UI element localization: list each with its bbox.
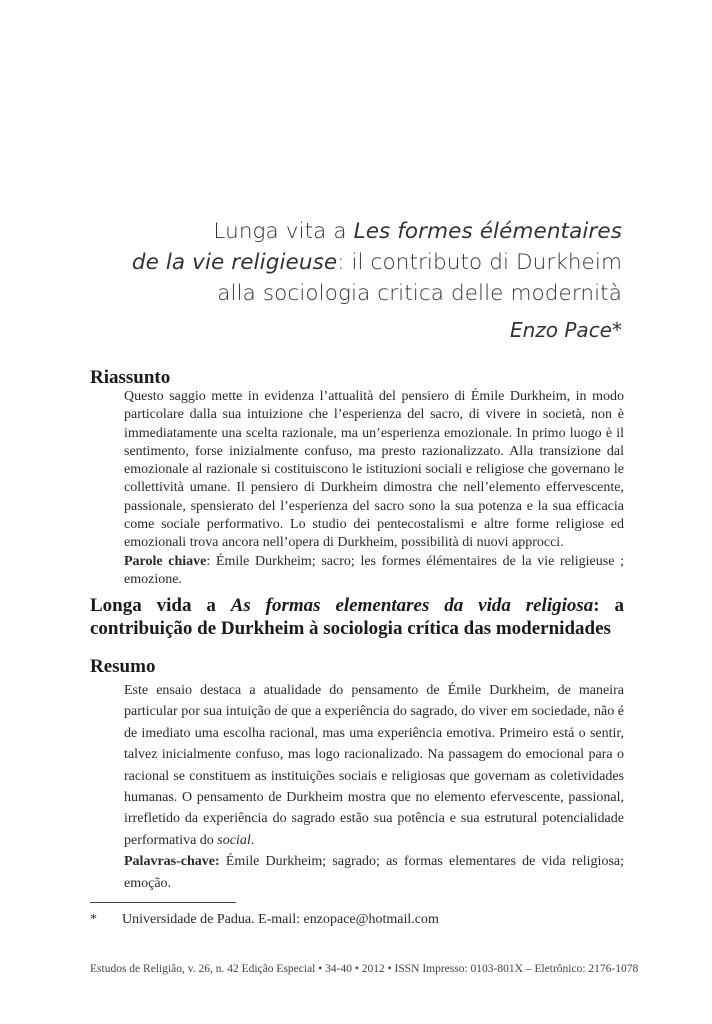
- riassunto-abstract: [124, 388, 624, 589]
- footnote-mark: *: [90, 912, 97, 927]
- journal-footer: Estudos de Religião, v. 26, n. 42 Edição Especial • 34-40 • 2012 • ISSN Impresso: 0103-801X – Eletrônico: 2176-1078: [90, 963, 639, 975]
- resumo-body-italic: social: [217, 832, 251, 848]
- resumo-body-text: Este ensaio destaca a atualidade do pensamento de Émile Durkheim, de maneira particular por sua intuição de que a experiência do sagrado, do viver em sociedade, não é de imediato uma escolha racional, mas uma experiência emotiva. Primeiro está o sentir, talvez inicialmente confuso, mas logo racionalizado. Na passagem do emocional para o racional se constituem as instituições sociais e religiosas que governam as coletividades humanas. O pensamento de Durkheim mostra que no elemento efervescente, passional, irrefletido da experiência do sagrado estão sua potência e sua estrutural potencialidade performativa do: [124, 683, 624, 848]
- title-line-1-text: Lunga vita a: [213, 219, 354, 244]
- riassunto-body: Questo saggio mette in evidenza l’attualità del pensiero di Émile Durkheim, in modo particolare dalla sua intuizione che l’esperienza del sacro, di vivere in società, non è immediatamente una scelta razionale, ma un’esperienza emozionale. In primo luogo è il sentimento, forse inizialmente confuso, ma presto razionalizzato. Alla transizione dal emozionale al razionale si costituiscono le istituzioni sociali e religiose che governano le collettività umane. Il pensiero di Durkheim dimostra che nell’elemento effervescente, passionale, spensierato del l’esperienza del sacro sono la sua potenza e la sua efficacia come sociale performativo. Lo studio dei pentecostalismi e altre forme religiose ed emozionali trova ancora nell’opera di Durkheim, possibilità di nuovi approcci.: [124, 389, 624, 551]
- riassunto-heading: Riassunto: [90, 367, 171, 388]
- footnote-divider: [90, 902, 236, 903]
- resumo-keywords: [124, 851, 624, 894]
- footnote: [90, 912, 439, 928]
- resumo-body: [124, 680, 624, 851]
- pt-title-text-1: Longa vida a: [90, 595, 231, 616]
- resumo-heading: Resumo: [90, 656, 156, 677]
- resumo-body-end: .: [250, 832, 255, 848]
- article-title: [110, 216, 622, 309]
- title-line-2-italic: de la vie religieuse: [131, 250, 338, 275]
- riassunto-keywords-text: : Émile Durkheim; sacro; les formes élémentaires de la vie religieuse ; emozione.: [124, 553, 624, 587]
- riassunto-keywords: [124, 553, 624, 590]
- portuguese-title: [90, 594, 624, 640]
- resumo-keywords-text: Émile Durkheim; sagrado; as formas elementares de vida religiosa; emoção.: [124, 854, 624, 891]
- title-line-2: [110, 247, 622, 278]
- title-line-1-italic: Les formes élémentaires: [353, 219, 622, 244]
- title-line-1: [110, 216, 622, 247]
- pt-title-text-2: : a contribuição de Durkheim à sociologia crítica das modernidades: [90, 595, 625, 639]
- author-name: Enzo Pace*: [509, 318, 622, 342]
- title-line-3: alla sociologia critica delle modernità: [217, 281, 622, 306]
- pt-title-italic: As formas elementares da vida religiosa: [230, 595, 594, 616]
- resumo-abstract: [124, 680, 624, 894]
- resumo-keywords-label: Palavras-chave:: [124, 854, 220, 870]
- title-line-2-text: : il contributo di Durkheim: [337, 250, 622, 275]
- footnote-text: Universidade de Padua. E-mail: enzopace@hotmail.com: [122, 912, 439, 927]
- riassunto-keywords-label: Parole chiave: [124, 553, 207, 569]
